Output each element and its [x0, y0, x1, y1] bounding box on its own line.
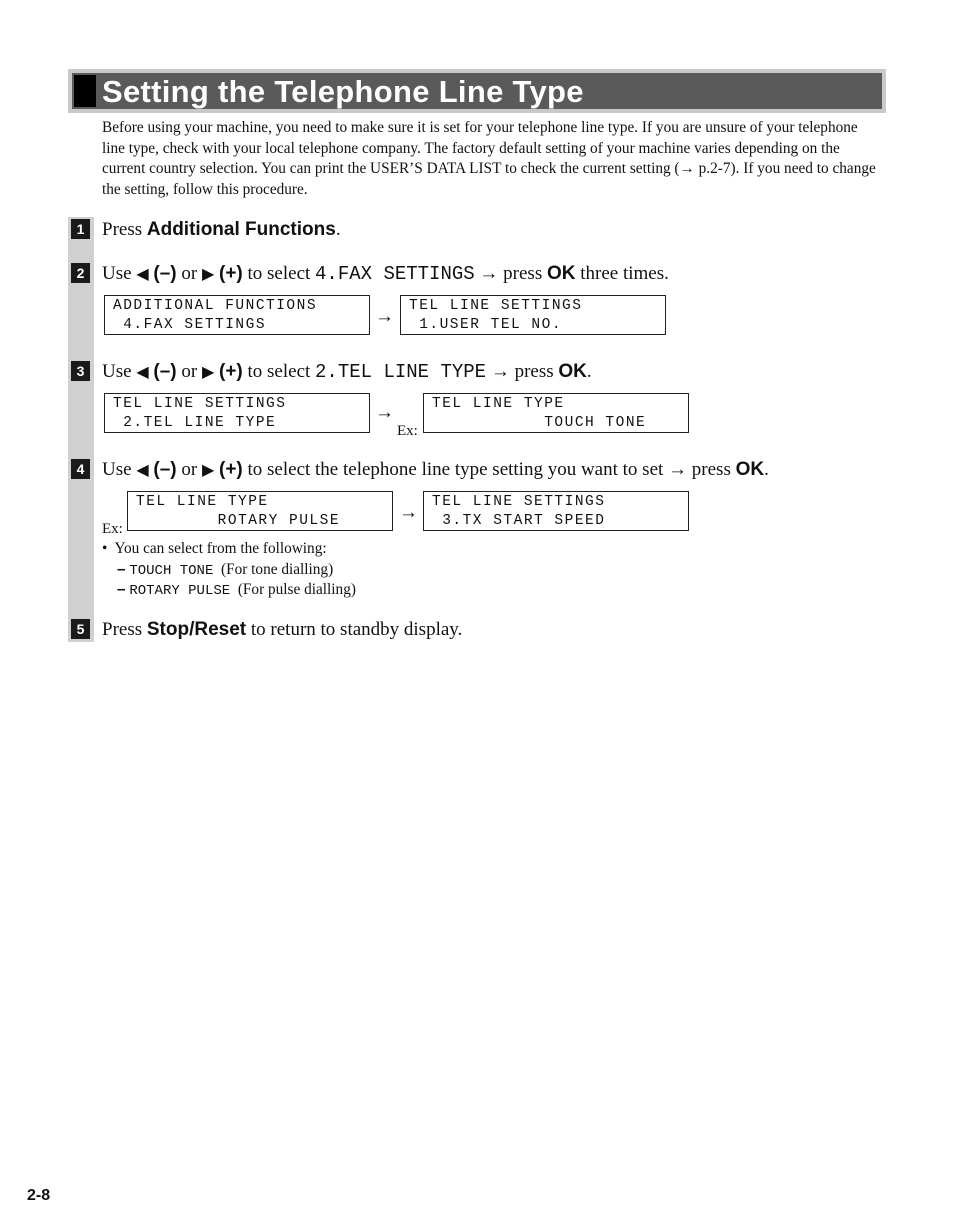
arrow-icon: →: [375, 402, 394, 423]
note-item: – ROTARY PULSE (For pulse dialling): [117, 581, 356, 599]
step-4-text: Use ◀ (–) or ▶ (+) to select the telephone line type setting you want to set → press OK.: [102, 459, 769, 480]
example-label: Ex:: [102, 521, 123, 537]
key-stop-reset: Stop/Reset: [146, 619, 247, 640]
step-number-3: 3: [71, 361, 90, 381]
note-intro: • You can select from the following:: [102, 540, 327, 557]
step-2-text: Use ◀ (–) or ▶ (+) to select 4.FAX SETTINGS → press OK three times.: [102, 263, 669, 285]
arrow-icon: →: [399, 502, 418, 523]
lcd-display: TEL LINE TYPE TOUCH TONE: [423, 393, 689, 433]
right-triangle-icon: ▶: [201, 462, 215, 479]
lcd-display: TEL LINE SETTINGS 1.USER TEL NO.: [400, 295, 666, 335]
lcd-display: TEL LINE SETTINGS 2.TEL LINE TYPE: [104, 393, 370, 433]
step-5-text: Press Stop/Reset to return to standby display.: [102, 619, 463, 640]
left-triangle-icon: ◀: [136, 462, 149, 479]
lcd-display: ADDITIONAL FUNCTIONS 4.FAX SETTINGS: [104, 295, 370, 335]
right-triangle-icon: ▶: [201, 364, 215, 381]
step-number-4: 4: [71, 459, 90, 479]
step-3-text: Use ◀ (–) or ▶ (+) to select 2.TEL LINE TYPE → press OK.: [102, 361, 592, 383]
step-1-text: Press Additional Functions.: [102, 219, 341, 240]
menu-code: 2.TEL LINE TYPE: [315, 361, 487, 383]
key-ok: OK: [558, 361, 587, 382]
key-additional-functions: Additional Functions: [146, 219, 336, 240]
left-triangle-icon: ◀: [136, 364, 149, 381]
key-ok: OK: [735, 459, 765, 480]
title-bar: [68, 69, 886, 113]
key-ok: OK: [546, 263, 576, 284]
note-item: – TOUCH TONE (For tone dialling): [117, 561, 334, 579]
lcd-display: TEL LINE TYPE ROTARY PULSE: [127, 491, 393, 531]
intro-paragraph: Before using your machine, you need to make sure it is set for your telephone line type. If you are unsure of your telephone line type, check with your local telephone company. The factory default setting of your machine varies depending on the current country selection. You can print the USER’S DATA LIST to check the current setting (→ p.2-7). If you need to change the setting, follow this procedure.: [102, 119, 876, 198]
title-marker: [74, 75, 96, 107]
lcd-display: TEL LINE SETTINGS 3.TX START SPEED: [423, 491, 689, 531]
step-number-1: 1: [71, 219, 90, 239]
example-label: Ex:: [397, 423, 418, 439]
left-triangle-icon: ◀: [136, 266, 149, 283]
page-number: 2-8: [27, 1187, 51, 1204]
step-number-2: 2: [71, 263, 90, 283]
page-title: Setting the Telephone Line Type: [102, 74, 584, 109]
step-number-5: 5: [71, 619, 90, 639]
menu-code: 4.FAX SETTINGS: [315, 263, 475, 285]
title-inner: [72, 73, 882, 109]
right-triangle-icon: ▶: [201, 266, 215, 283]
arrow-icon: →: [375, 306, 394, 327]
